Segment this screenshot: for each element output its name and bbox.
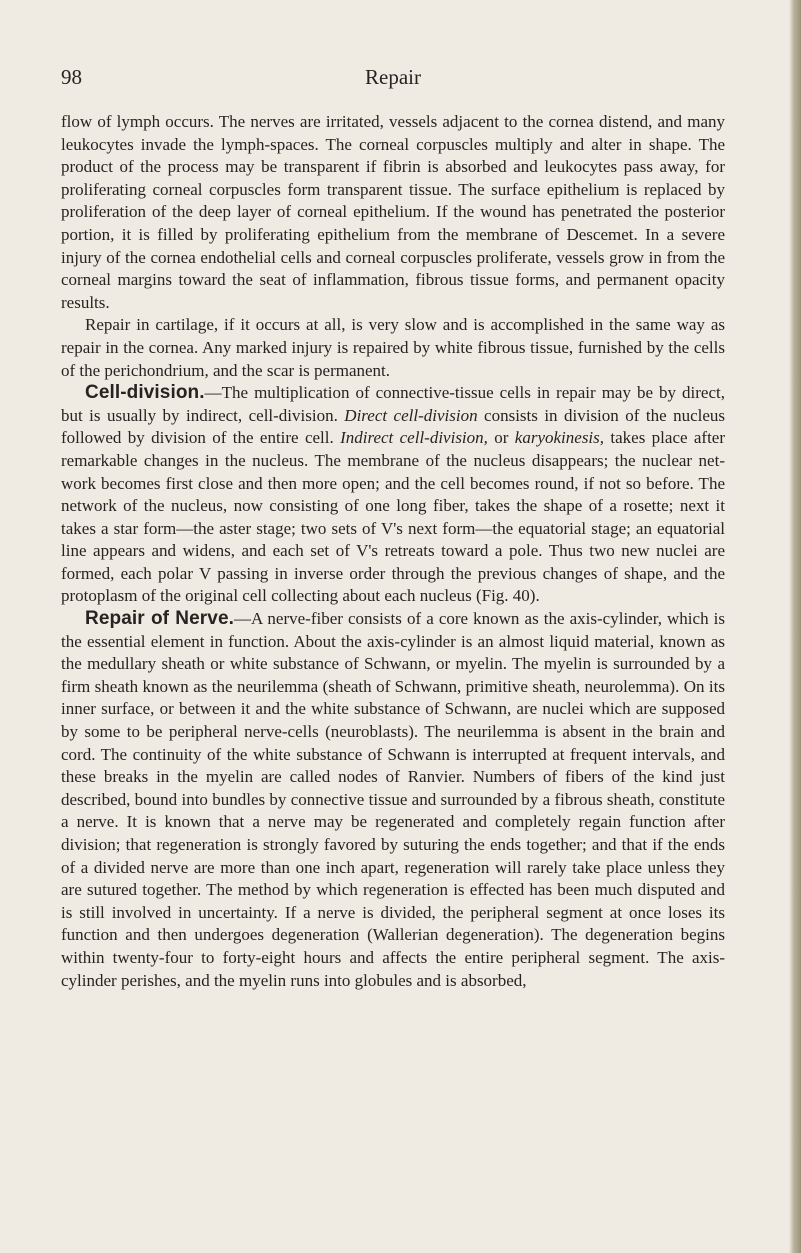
- page-number: 98: [61, 65, 82, 89]
- cell-division-text-c: or: [494, 428, 509, 448]
- running-title: Repair: [365, 65, 421, 89]
- cell-division-text-a: —The multiplication of connective-tissue cells in repair may be by direct, but is usually by indirect, cell-division.: [61, 383, 725, 425]
- term-indirect-cell-division: Indirect cell-division,: [340, 428, 488, 448]
- term-karyokinesis: karyokinesis,: [514, 428, 605, 448]
- cell-division-text-d: takes place after remarkable changes in the nucleus. The membrane of the nucleus disappears; the nuclear network becomes first close and then more open; and the cell becomes round, if not so before. The network of the nucleus, now consisting of one long fiber, takes the shape of a rosette; next it takes a star form—the aster stage; two sets of V's next form—the equatorial stage; an equatorial line appears and widens, and each set of V's retreats toward a pole. Thus two new nuclei are formed, each polar V passing in inverse order through the previous changes of shape, and the protoplasm of the original cell collecting about each nucleus (Fig. 40).: [61, 428, 726, 606]
- page-body: [61, 111, 725, 992]
- running-header: [61, 62, 725, 92]
- term-direct-cell-division: Direct cell-division: [344, 405, 478, 425]
- paragraph-cartilage-repair: Repair in cartilage, if it occurs at all, is very slow and is accomplished in the same way as repair in the cornea. Any marked injury is repaired by white fibrous tissue, furnished by the cells of the perichondrium, and the scar is permanent.: [61, 315, 725, 380]
- section-heading-nerve-repair: Repair of Nerve.: [85, 608, 234, 630]
- page-edge-shadow: [789, 0, 801, 1253]
- paragraph-nerve-repair: [61, 608, 725, 992]
- nerve-repair-text: —A nerve-fiber consists of a core known as the axis-cylinder, which is the essential element in function. About the axis-cylinder is an almost liquid material, known as the medullary sheath or white substance of Schwann, or myelin. The myelin is surrounded by a firm sheath known as the neurilemma (sheath of Schwann, primitive sheath, neurolemma). On its inner surface, or between it and the white substance of Schwann, are nuclei which are supposed by some to be peripheral nerve-cells (neuroblasts). The neurilemma is absent in the brain and cord. The continuity of the white substance of Schwann is interrupted at frequent intervals, and these breaks in the myelin are called nodes of Ranvier. Numbers of fibers of the kind just described, bound into bundles by connective tissue and surrounded by a fibrous sheath, constitute a nerve. It is known that a nerve may be regenerated and completely regain function after division; that regeneration is strongly favored by suturing the ends together; and that if the ends of a divided nerve are more than one inch apart, regeneration will rarely take place unless they are sutured together. The method by which regeneration is effected has been much disputed and is still involved in uncertainty. If a nerve is divided, the peripheral segment at once loses its function and then undergoes degeneration (Wallerian degeneration). The degeneration begins within twenty-four to forty-eight hours and affects the entire peripheral segment. The axis-cylinder perishes, and the myelin runs into globules and is absorbed,: [61, 609, 725, 990]
- section-heading-cell-division: Cell-division.: [85, 382, 205, 404]
- paragraph-cornea-repair: flow of lymph occurs. The nerves are irritated, vessels adjacent to the cornea distend, and many leukocytes invade the lymph-spaces. The corneal corpuscles multiply and alter in shape. The product of the process may be transparent if fibrin is absorbed and leukocytes pass away, for proliferating corneal corpuscles form transparent tissue. The surface epithelium is replaced by proliferation of the deep layer of corneal epithelium. If the wound has penetrated the posterior portion, it is filled by proliferating epithelium from the membrane of Descemet. In a severe injury of the cornea endothelial cells and corneal corpuscles proliferate, vessels grow in from the corneal margins toward the seat of inflammation, fibrous tissue forms, and permanent opacity results.: [61, 112, 725, 312]
- cell-division-text-b: consists in division of the nucleus followed by division of the entire cell.: [61, 405, 725, 448]
- paragraph-cell-division: [61, 382, 725, 608]
- book-page: [61, 62, 725, 992]
